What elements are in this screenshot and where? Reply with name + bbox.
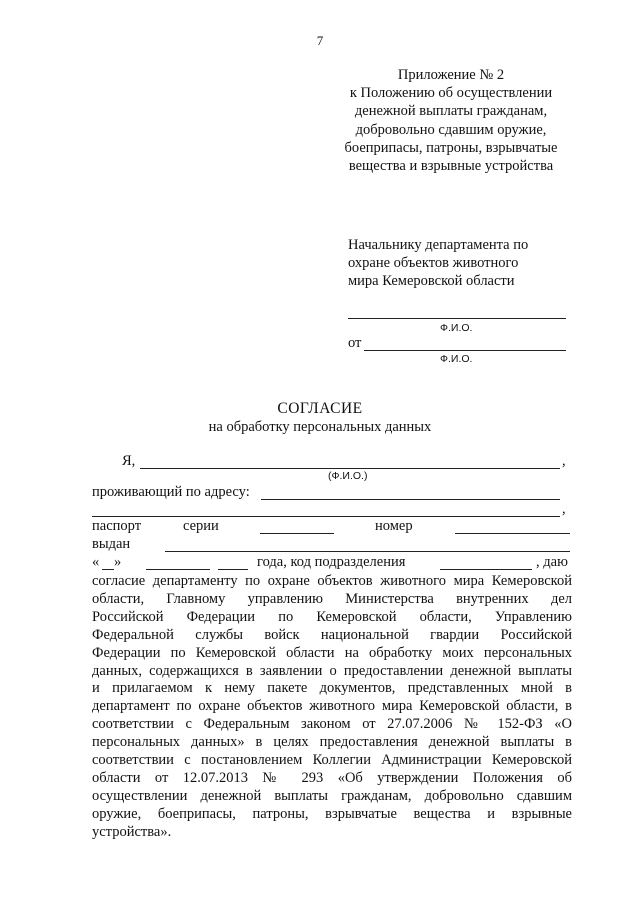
appendix-header [344, 66, 558, 175]
body-line: области, Главному управлению Министерства внутренних дел [92, 590, 572, 607]
body-line: персональных данных» в целях предоставления денежной выплаты в [92, 734, 572, 751]
passport-label: паспорт [92, 518, 142, 534]
appendix-line: вещества и взрывные устройства [348, 158, 554, 175]
body-line: оружие, боеприпасы, патроны, взрывчатые вещества и взрывные [92, 805, 572, 822]
appendix-line: денежной выплаты гражданам, [354, 103, 548, 120]
ya-label: Я, [122, 453, 136, 469]
body-line: данных, содержащихся в заявлении о предоставлении денежной выплаты [92, 662, 572, 679]
appendix-line: боеприпасы, патроны, взрывчатые [344, 139, 558, 156]
issued-by-field[interactable] [165, 551, 570, 552]
body-line: устройства». [92, 823, 172, 840]
page-number: 7 [316, 33, 324, 48]
issue-year-field[interactable] [218, 569, 248, 570]
addressee-fio-caption: Ф.И.О. [440, 322, 473, 334]
comma: , [562, 501, 566, 517]
passport-series-field[interactable] [260, 533, 334, 534]
body-line: Федеральной службы войск национальной гвардии Российской [92, 626, 572, 643]
body-line: и прилагаемом к нему пакете документов, представленных мной в [92, 680, 572, 697]
addressee-line: Начальнику департамента по [348, 237, 529, 253]
comma: , [562, 453, 566, 469]
addressee-fio-field[interactable] [348, 318, 566, 319]
addressee-block [348, 236, 572, 291]
applicant-fio-caption: Ф.И.О. [440, 353, 473, 365]
date-open-quote: « [92, 554, 100, 570]
document-subtitle: на обработку персональных данных [208, 419, 432, 435]
date-close-quote: » [114, 554, 122, 570]
issue-month-field[interactable] [146, 569, 210, 570]
appendix-line: добровольно сдавшим оружие, [355, 121, 547, 138]
number-label: номер [375, 518, 413, 534]
dayu-label: , даю [536, 554, 568, 570]
full-name-field[interactable] [140, 468, 560, 469]
address-field[interactable] [261, 499, 560, 500]
body-line: департамент по охране объектов животного мира Кемеровской области, в [92, 698, 572, 715]
body-line: соответствии с постановлением Коллегии Администрации Кемеровской [92, 752, 572, 769]
document-title: СОГЛАСИЕ [277, 400, 363, 417]
appendix-line: Приложение № 2 [397, 67, 505, 83]
consent-body [92, 573, 572, 842]
body-line: Федерации по Кемеровской области на обработку моих персональных [92, 644, 572, 661]
appendix-line: к Положению об осуществлении [349, 85, 553, 102]
body-line: области от 12.07.2013 № 293 «Об утверждении Положения об [92, 769, 572, 786]
issued-label: выдан [92, 536, 131, 552]
from-prefix: от [348, 335, 362, 351]
year-code-label: года, код подразделения [257, 554, 406, 570]
address-label: проживающий по адресу: [92, 484, 250, 500]
body-line: осуществлении денежной выплаты гражданам, добровольно сдавшим [92, 787, 572, 804]
series-label: серии [183, 518, 219, 534]
full-name-caption: (Ф.И.О.) [328, 470, 368, 482]
addressee-line: мира Кемеровской области [348, 273, 515, 290]
issue-day-field[interactable] [102, 569, 114, 570]
passport-number-field[interactable] [455, 533, 570, 534]
body-line: Российской Федерации по Кемеровской области, Управлению [92, 608, 572, 625]
addressee-line: охране объектов животного [348, 255, 519, 272]
address-field-2[interactable] [92, 516, 560, 517]
body-line: соответствии с Федеральным законом от 27.07.2006 № 152-ФЗ «О [92, 716, 572, 733]
applicant-fio-field[interactable] [364, 350, 566, 351]
body-line: согласие департаменту по охране объектов животного мира Кемеровской [92, 573, 572, 589]
division-code-field[interactable] [440, 569, 532, 570]
